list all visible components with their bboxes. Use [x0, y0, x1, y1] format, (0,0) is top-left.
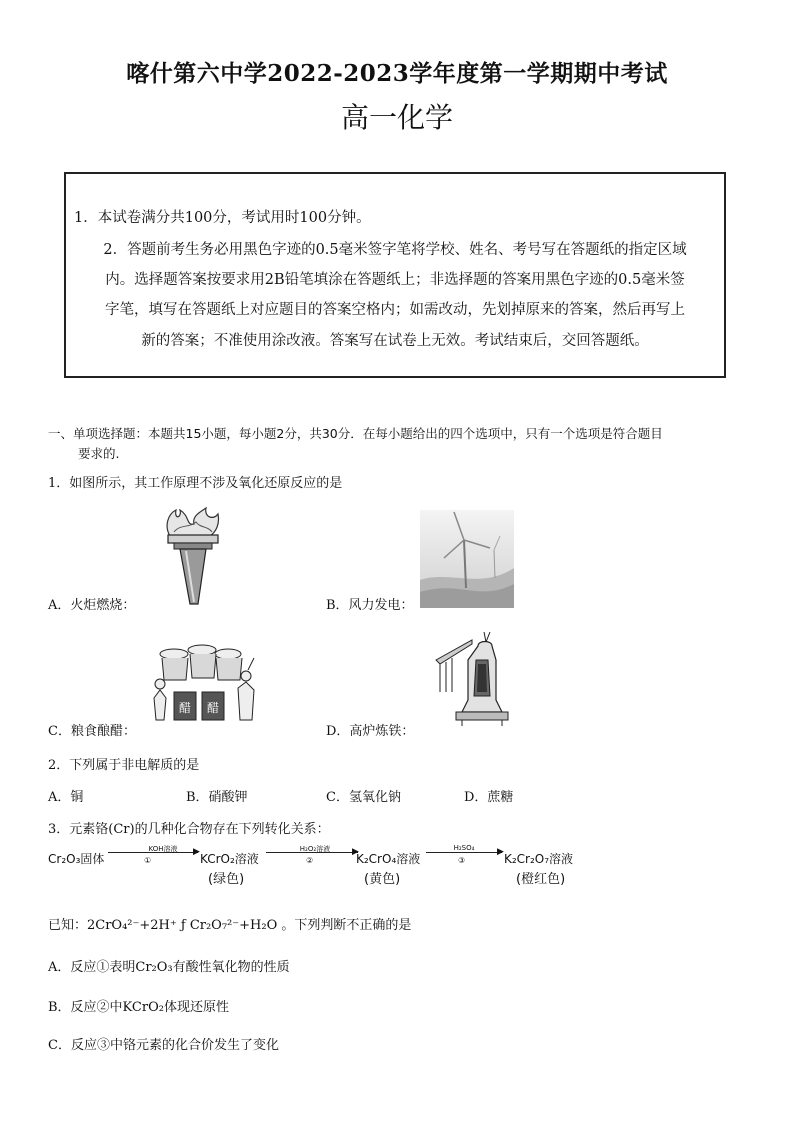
exam-subtitle: 高一化学 — [340, 101, 453, 134]
chain-arrow-3 — [426, 852, 502, 853]
q3-known-equation: 已知：2CrO₄²⁻+2H⁺ ƒ Cr₂O₇²⁻+H₂O 。下列判断不正确的是 — [48, 918, 412, 933]
q2-option-a: A．铜 — [48, 790, 84, 805]
vat-label-1: 醋 — [179, 701, 192, 715]
chain-arrow-2 — [266, 852, 358, 853]
chain-reagent-2: H₂O₂溶液 — [299, 845, 331, 853]
q3-option-c: C．反应③中铬元素的化合价发生了变化 — [48, 1038, 279, 1053]
notice-line-2: 2．答题前考生务必用黑色字迹的0.5毫米签字笔将学校、姓名、考号写在答题纸的指定区域 — [103, 242, 687, 258]
chain-color-3: (黄色) — [364, 872, 401, 887]
notice-line-3: 内。选择题答案按要求用2B铅笔填涂在答题纸上；非选择题的答案用黑色字迹的0.5毫米签 — [105, 272, 685, 288]
chain-start-substance: Cr₂O₃固体 — [48, 852, 105, 866]
chain-reagent-1: KOH溶液 — [148, 845, 178, 853]
q2-option-b: B．硝酸钾 — [186, 790, 248, 805]
q1-stem: 1．如图所示，其工作原理不涉及氧化还原反应的是 — [48, 476, 343, 491]
q1-option-a: A．火炬燃烧： — [48, 598, 136, 613]
chain-step-2: ② — [306, 856, 314, 865]
chain-reagent-3: H₂SO₄ — [453, 844, 475, 852]
notice-line-1: 1．本试卷满分共100分，考试用时100分钟。 — [74, 210, 371, 226]
chain-color-2: (绿色) — [208, 872, 245, 887]
q2-option-d: D．蔗糖 — [464, 790, 514, 805]
q2-option-c: C．氢氧化钠 — [326, 790, 401, 805]
notice-line-4: 字笔，填写在答题纸上对应题目的答案空格内；如需改动，先划掉原来的答案，然后再写上 — [105, 302, 685, 318]
arrow-head-icon: ▶ — [193, 847, 200, 857]
chain-substance-2: KCrO₂溶液 — [200, 852, 259, 866]
q1-option-d: D．高炉炼铁： — [326, 724, 415, 739]
chain-substance-4: K₂Cr₂O₇溶液 — [504, 852, 574, 866]
q1-option-b: B．风力发电： — [326, 598, 414, 613]
section-heading-line-1: 一、单项选择题：本题共15小题，每小题2分，共30分．在每小题给出的四个选项中，只有一个选项是符合题目 — [48, 426, 663, 441]
q3-stem: 3．元素铬(Cr)的几种化合物存在下列转化关系： — [48, 822, 330, 837]
vat-label-2: 醋 — [207, 701, 220, 715]
vinegar-brewing-image — [152, 640, 256, 726]
chain-color-4: (橙红色) — [516, 872, 566, 887]
torch-image — [160, 506, 224, 608]
q1-option-c: C．粮食酿醋： — [48, 724, 136, 739]
q3-option-a: A．反应①表明Cr₂O₃有酸性氧化物的性质 — [48, 960, 290, 975]
notice-box — [64, 172, 726, 378]
q2-stem: 2．下列属于非电解质的是 — [48, 758, 200, 773]
q3-option-b: B．反应②中KCrO₂体现还原性 — [48, 1000, 229, 1015]
chain-step-3: ③ — [458, 856, 466, 865]
chain-arrow-1 — [108, 852, 198, 853]
arrow-head-icon: ▶ — [497, 847, 504, 857]
exam-title: 喀什第六中学2022-2023学年度第一学期期中考试 — [126, 60, 668, 87]
chain-substance-3: K₂CrO₄溶液 — [356, 852, 421, 866]
section-heading-line-2: 要求的. — [78, 446, 120, 461]
blast-furnace-image — [432, 630, 522, 726]
wind-turbine-image — [420, 510, 514, 608]
notice-line-5: 新的答案；不准使用涂改液。答案写在试卷上无效。考试结束后，交回答题纸。 — [141, 333, 649, 349]
reaction-chain — [48, 846, 608, 892]
chain-step-1: ① — [144, 856, 152, 865]
arrow-head-icon: ▶ — [352, 847, 359, 857]
